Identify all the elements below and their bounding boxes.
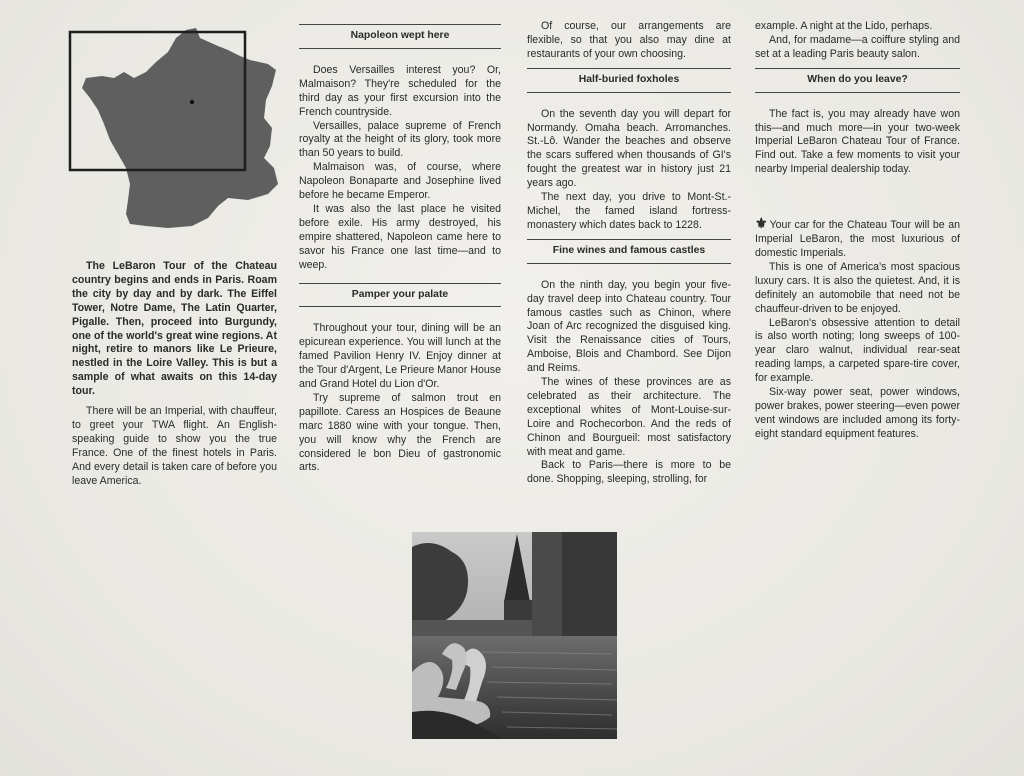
wines-paragraph-2: The wines of these provinces are as celebrated as their architecture. The exceptional whites of Mont-Louise-sur-Loire and Rochecorbon. And the reds of Chinon and Bourgueil: most satisfactory with meat and game.: [527, 376, 731, 458]
madame-paragraph: And, for madame—a coiffure styling and set at a leading Paris beauty salon.: [755, 33, 960, 60]
napoleon-column: [299, 24, 501, 475]
palate-heading: Pamper your palate: [299, 283, 501, 308]
leave-column: [755, 20, 960, 442]
intro-paragraph: There will be an Imperial, with chauffeur, to greet your TWA flight. An English-speaking guide to show you the true France. One of the finest hotels in Paris. And every detail is taken care of before you leave America.: [72, 405, 277, 487]
palate-paragraph-1: Throughout your tour, dining will be an epicurean experience. You will lunch at the famed Pavilion Henry IV. Enjoy dinner at the Tour d'Argent, Le Prieure Manor House and Grand Hotel du Lion d'Or.: [299, 322, 501, 391]
car-paragraph-4: Six-way power seat, power windows, power brakes, power steering—even power vent windows are included among its forty-eight standard equipment features.: [755, 386, 960, 440]
wines-paragraph-1: On the ninth day, you begin your five-day travel deep into Chateau country. Tour famous castles such as Chinon, where Joan of Arc recognized the disguised king. Visit the Renaissance cities of Tours, Amboise, Blois and Chambord. See Dijon and Reims.: [527, 278, 731, 375]
car-paragraph-3: LeBaron's obsessive attention to detail is also worth noting; long sweeps of 100-year claro walnut, individual rear-seat reading lamps, a carpeted spare-tire cover, for example.: [755, 316, 960, 385]
arrangements-paragraph: Of course, our arrangements are flexible, so that you also may dine at restaurants of your own choosing.: [527, 20, 731, 60]
foxholes-paragraph-1: On the seventh day you will depart for Normandy. Omaha beach. Arromanches. St.-Lô. Wander the beaches and observe the scars suffered when thousands of GI's fought the greatest war in history just 21 years ago.: [527, 107, 731, 190]
intro-bold-paragraph: The LeBaron Tour of the Chateau country begins and ends in Paris. Roam the city by day and by dark. The Eiffel Tower, Notre Dame, The Latin Quarter, Pigalle. Then, proceed into Burgundy, one of the world's great wine regions. At night, retire to manors like Le Prieure, nestled in the Loire Valley. This is but a sample of what awaits on this 14-day tour.: [72, 260, 277, 398]
car-paragraph-2: This is one of America's most spacious luxury cars. It is also the quietest. And, it is definitely an automobile that need not be chauffeur-driven to be enjoyed.: [755, 260, 960, 315]
napoleon-paragraph-3: Malmaison was, of course, where Napoleon Bonaparte and Josephine lived before he became Emperor.: [299, 161, 501, 202]
intro-column: [72, 260, 277, 489]
napoleon-paragraph-2: Versailles, palace supreme of French royalty at the height of its glory, took more than 50 years to build.: [299, 119, 501, 160]
car-paragraph-1-text: Your car for the Chateau Tour will be an Imperial LeBaron, the most luxurious of domestic Imperials.: [755, 219, 960, 259]
palate-paragraph-2: Try supreme of salmon trout en papillote. Caress an Hospices de Beaune marc 1880 wine with your tongue. Then, you will know why the French are considered le bon Dieu of gastronomic arts.: [299, 391, 501, 474]
foxholes-paragraph-2: The next day, you drive to Mont-St.-Michel, the famed island fortress-monastery which dates back to 1228.: [527, 191, 731, 231]
car-paragraph-1: [755, 217, 960, 261]
france-map: [68, 28, 280, 228]
foxholes-heading: Half-buried foxholes: [527, 68, 731, 93]
foxholes-column: [527, 20, 731, 487]
lido-line: example. A night at the Lido, perhaps.: [755, 20, 933, 32]
paris-dot: [190, 100, 194, 104]
napoleon-heading: Napoleon wept here: [299, 24, 501, 49]
wines-heading: Fine wines and famous castles: [527, 239, 731, 264]
leave-paragraph: The fact is, you may already have won this—and much more—in your two-week Imperial LeBaron Chateau Tour of France. Find out. Take a few moments to visit your nearby Imperial dealership today.: [755, 107, 960, 176]
napoleon-paragraph-1: Does Versailles interest you? Or, Malmaison? They're scheduled for the third day as your first excursion into the French countryside.: [299, 63, 501, 118]
france-shape: [82, 28, 278, 228]
napoleon-paragraph-4: It was also the last place he visited before exile. His army destroyed, his empire shattered, Napoleon came here to savor his France one last time—and to weep.: [299, 202, 501, 271]
fleur-de-lis-icon: ⚜: [755, 215, 768, 232]
castle-swans-photo: [412, 532, 617, 739]
leave-heading: When do you leave?: [755, 68, 960, 93]
wines-paragraph-3: Back to Paris—there is more to be done. Shopping, sleeping, strolling, for: [527, 459, 731, 486]
